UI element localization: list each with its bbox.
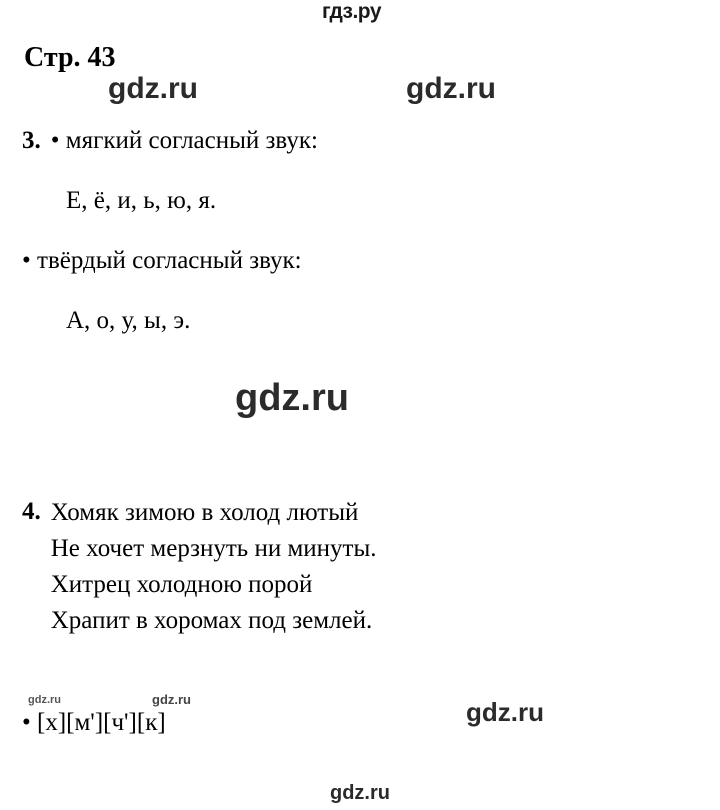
exercise-3-answer-1: Е, ё, и, ь, ю, я.	[66, 187, 217, 214]
poem-line: Храпит в хоромах под землей.	[50, 607, 373, 634]
watermark: gdz.ru	[108, 72, 198, 105]
bullet-glyph: •	[50, 127, 60, 154]
exercise-3-bullet-1	[51, 124, 318, 158]
bullet-glyph: •	[22, 709, 31, 736]
exercise-4-poem	[51, 495, 377, 639]
exercise-4-transcription-row	[22, 706, 166, 740]
exercise-4-number: 4.	[22, 498, 41, 525]
watermark: gdz.ru	[406, 72, 496, 105]
exercise-3-number: 3.	[22, 127, 41, 154]
exercise-3-prompt-2: твёрдый согласный звук:	[37, 247, 302, 274]
exercise-4-transcription: [х][м'][ч'][к]	[37, 709, 166, 736]
exercise-4	[22, 495, 662, 639]
exercise-3-first-line	[22, 124, 662, 158]
watermark: gdz.ru	[330, 782, 390, 804]
spacer	[22, 158, 662, 184]
exercise-3-answer-2: А, о, у, ы, э.	[66, 307, 191, 334]
exercise-3	[22, 124, 662, 338]
site-logo: гдз.ру	[322, 0, 382, 23]
poem-line: Хомяк зимою в холод лютый	[50, 499, 359, 526]
exercise-3-prompt-1: мягкий согласный звук:	[65, 127, 318, 154]
watermark: gdz.ru	[466, 697, 544, 727]
spacer	[22, 278, 662, 304]
spacer	[22, 218, 662, 244]
watermark: gdz.ru	[28, 694, 61, 706]
poem-line: Хитрец холодною порой	[50, 571, 313, 598]
bullet-glyph: •	[22, 247, 31, 274]
poem-line: Не хочет мерзнуть ни минуты.	[50, 535, 377, 562]
exercise-3-bullet-2	[22, 244, 662, 278]
watermark: gdz.ru	[152, 692, 191, 707]
exercise-4-body	[22, 495, 662, 639]
watermark: gdz.ru	[235, 377, 349, 419]
page-number: Стр. 43	[24, 42, 116, 73]
